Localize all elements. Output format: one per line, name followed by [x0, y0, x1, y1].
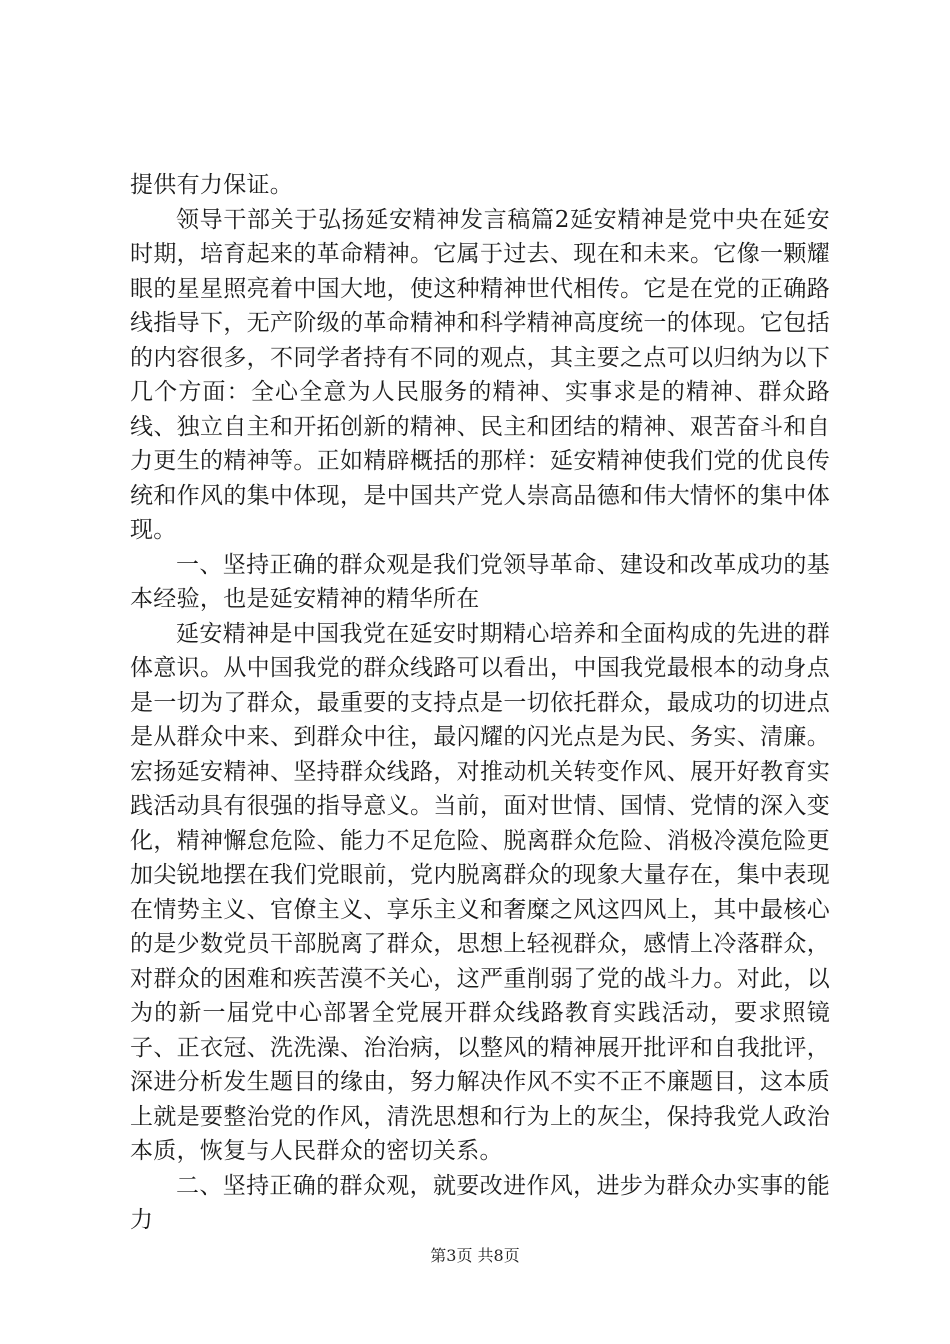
document-body — [130, 168, 830, 1238]
paragraph-continuation: 提供有力保证。 — [130, 172, 294, 198]
paragraph-intro: 领导干部关于弘扬延安精神发言稿篇2延安精神是党中央在延安时期，培育起来的革命精神。它属于过去、现在和未来。它像一颗耀眼的星星照亮着中国大地，使这种精神世代相传。它是在党的正确路线指导下，无产阶级的革命精神和科学精神高度统一的体现。它包括的内容很多，不同学者持有不同的观点，其主要之点可以归纳为以下几个方面：全心全意为人民服务的精神、实事求是的精神、群众路线、独立自主和开拓创新的精神、民主和团结的精神、艰苦奋斗和自力更生的精神等。正如精辟概括的那样：延安精神使我们党的优良传统和作风的集中体现，是中国共产党人崇高品德和伟大情怀的集中体现。 — [130, 206, 830, 543]
paragraph-section-one-body: 延安精神是中国我党在延安时期精心培养和全面构成的先进的群体意识。从中国我党的群众线路可以看出，中国我党最根本的动身点是一切为了群众，最重要的支持点是一切依托群众，最成功的切进点是从群众中来、到群众中往，最闪耀的闪光点是为民、务实、清廉。宏扬延安精神、坚持群众线路，对推动机关转变作风、展开好教育实践活动具有很强的指导意义。当前，面对世情、国情、党情的深入变化，精神懈怠危险、能力不足危险、脱离群众危险、消极冷漠危险更加尖锐地摆在我们党眼前，党内脱离群众的现象大量存在，集中表现在情势主义、官僚主义、享乐主义和奢糜之风这四风上，其中最核心的是少数党员干部脱离了群众，思想上轻视群众，感情上冷落群众，对群众的困难和疾苦漠不关心，这严重削弱了党的战斗力。对此，以为的新一届党中心部署全党展开群众线路教育实践活动，要求照镜子、正衣冠、洗洗澡、治治病，以整风的精神展开批评和自我批评，深进分析发生题目的缘由，努力解决作风不实不正不廉题目，这本质上就是要整治党的作风，清洗思想和行为上的灰尘，保持我党人政治本质，恢复与人民群众的密切关系。 — [130, 620, 830, 1164]
section-heading-one: 一、坚持正确的群众观是我们党领导革命、建设和改革成功的基本经验，也是延安精神的精华所在 — [130, 551, 830, 612]
page-number-footer: 第3页 共8页 — [430, 1246, 520, 1265]
section-heading-two: 二、坚持正确的群众观，就要改进作风，进步为群众办实事的能力 — [130, 1172, 830, 1233]
